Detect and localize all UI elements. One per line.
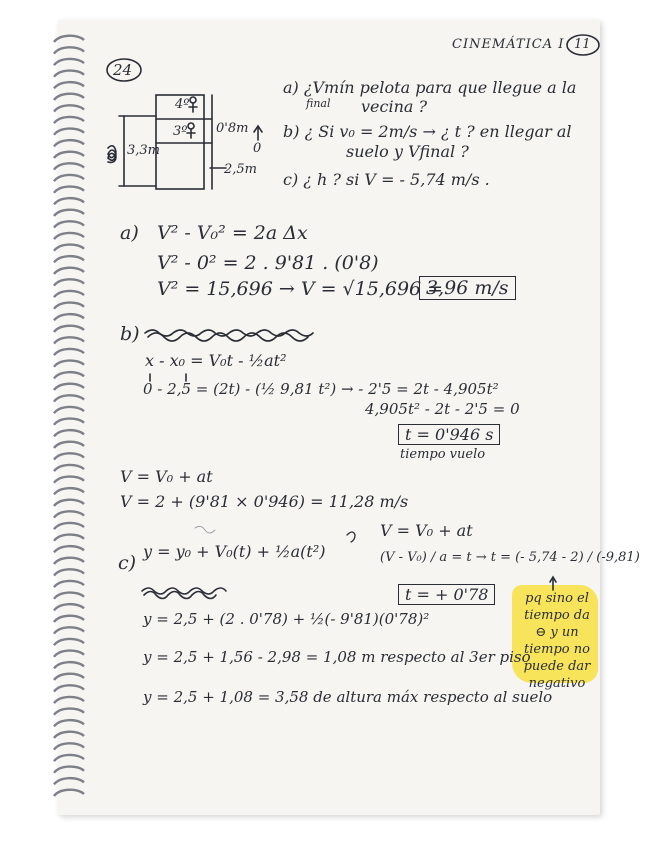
spiral-ring [54,233,84,239]
spiral-ring [54,546,84,552]
part-b-velocity-2: V = 2 + (9'81 × 0'946) = 11,28 m/s [120,492,409,511]
spiral-ring [54,697,84,703]
part-a-line-1: V² - V₀² = 2a Δx [157,222,308,244]
spiral-ring [54,639,84,645]
spiral-ring [54,210,84,216]
spiral-ring [54,767,84,773]
spiral-ring [54,442,84,448]
spiral-ring [54,755,84,761]
spiral-ring [54,627,84,633]
spiral-ring [54,488,84,494]
spiral-ring [54,163,84,169]
spiral-ring [54,326,84,332]
spiral-ring [54,778,84,784]
spiral-ring [54,268,84,274]
part-c-line-1: y = 2,5 + (2 . 0'78) + ½(- 9'81)(0'78)² [143,610,430,628]
spiral-binding [52,32,88,807]
spiral-ring [54,256,84,262]
dimension-bottom: 2,5m [224,162,258,177]
part-a-line-2: V² - 0² = 2 . 9'81 . (0'8) [157,252,379,274]
spiral-ring [54,303,84,309]
spiral-ring [54,453,84,459]
spiral-ring [54,94,84,100]
part-a-result: 3,96 m/s [419,276,516,300]
dimension-mid: 0'8m [216,121,249,136]
spiral-ring [54,47,84,53]
spiral-ring [54,709,84,715]
spiral-ring [54,790,84,796]
part-c-note: pq sino el tiempo da ⊖ y un tiempo no puede dar negativo [523,591,591,691]
part-c-eq1: y = y₀ + V₀(t) + ½a(t²) [143,542,326,561]
zero-mark: 0 [253,141,262,156]
spiral-ring [54,152,84,158]
spiral-ring [54,361,84,367]
spiral-ring [54,384,84,390]
spiral-ring [54,59,84,65]
spiral-ring [54,465,84,471]
spiral-ring [54,36,84,42]
spiral-ring [54,674,84,680]
spiral-ring [54,407,84,413]
header-title: CINEMÁTICA I [452,37,565,52]
part-c-t-result: t = + 0'78 [398,584,495,605]
spiral-ring [54,117,84,123]
page-number: 11 [574,37,591,52]
part-b-result-note: tiempo vuelo [400,447,486,462]
spiral-ring [54,372,84,378]
spiral-ring [54,175,84,181]
spiral-ring [54,430,84,436]
spiral-ring [54,500,84,506]
part-c-right-1: V = V₀ + at [380,521,473,540]
spiral-ring [54,604,84,610]
question-b: b) ¿ Si v₀ = 2m/s → ¿ t ? en llegar al [283,122,572,141]
spiral-ring [54,616,84,622]
spiral-ring [54,337,84,343]
spiral-ring [54,662,84,668]
spiral-ring [54,511,84,517]
spiral-ring [54,187,84,193]
spiral-ring [54,720,84,726]
spiral-ring [54,743,84,749]
part-b-line-3: 4,905t² - 2t - 2'5 = 0 [365,400,520,418]
spiral-ring [54,651,84,657]
spiral-ring [54,558,84,564]
spiral-ring [54,581,84,587]
spiral-ring [54,129,84,135]
part-b-line-1: x - x₀ = V₀t - ½at² [145,351,287,370]
part-c-line-2: y = 2,5 + 1,56 - 2,98 = 1,08 m respecto al 3er piso [143,648,531,666]
spiral-ring [54,279,84,285]
part-a-label: a) [120,222,139,244]
spiral-ring [54,395,84,401]
spiral-ring [54,349,84,355]
dimension-left: 3,3m [127,143,161,158]
question-a: a) ¿Vmín pelota para que llegue a la [283,78,577,97]
question-a-cont: vecina ? [361,97,428,116]
spiral-ring [54,198,84,204]
spiral-ring [54,221,84,227]
part-b-velocity-1: V = V₀ + at [120,467,213,486]
spiral-ring [54,71,84,77]
spiral-ring [54,105,84,111]
part-a-line-3: V² = 15,696 → V = √15,696 = [157,278,444,300]
part-b-line-2: 0 - 2,5 = (2t) - (½ 9,81 t²) → - 2'5 = 2t - 4,905t² [143,380,499,398]
part-c-right-2: (V - V₀) / a = t → t = (- 5,74 - 2) / (-9,81) [380,550,640,565]
question-c: c) ¿ h ? si V = - 5,74 m/s . [283,170,490,189]
spiral-ring [54,685,84,691]
spiral-ring [54,732,84,738]
floor-label-mid: 3º [173,124,188,139]
part-b-result: t = 0'946 s [398,424,500,445]
question-b-cont: suelo y Vfinal ? [346,142,469,161]
spiral-ring [54,569,84,575]
spiral-ring [54,535,84,541]
spiral-ring [54,523,84,529]
spiral-ring [54,245,84,251]
question-a-sub: final [306,97,331,110]
spiral-ring [54,314,84,320]
spiral-ring [54,291,84,297]
part-c-line-3: y = 2,5 + 1,08 = 3,58 de altura máx respecto al suelo [143,688,553,706]
spiral-ring [54,593,84,599]
problem-number: 24 [113,61,133,79]
part-b-label: b) [120,323,140,345]
spiral-ring [54,140,84,146]
spiral-ring [54,419,84,425]
part-c-label: c) [118,552,137,574]
spiral-ring [54,477,84,483]
floor-label-top: 4º [175,97,190,112]
spiral-ring [54,82,84,88]
